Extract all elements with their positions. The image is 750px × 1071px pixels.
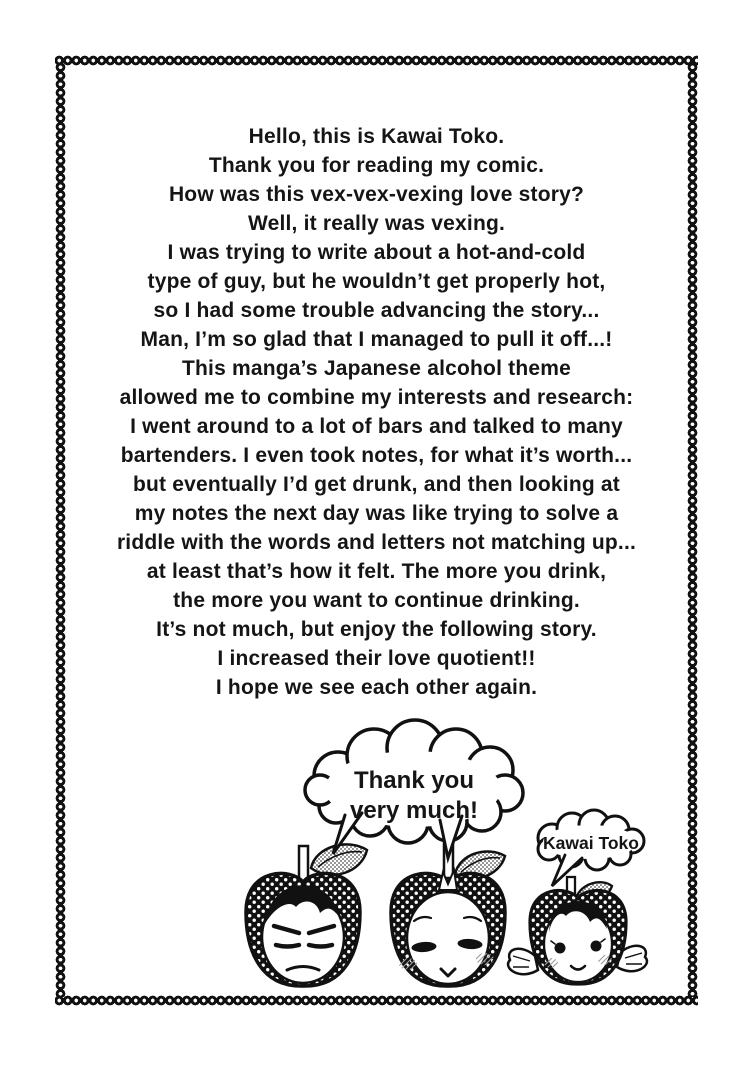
half-closed-eye <box>276 945 299 947</box>
speech-bubble-thanks <box>305 720 523 858</box>
half-closed-eye <box>309 945 332 947</box>
afterword-line: but eventually I’d get drunk, and then looking at <box>133 473 620 496</box>
apple-face <box>407 892 489 984</box>
afterword-line: allowed me to combine my interests and research: <box>119 386 634 409</box>
afterword-line: Well, it really was vexing. <box>247 212 506 235</box>
afterword-line: Thank you for reading my comic. <box>208 154 545 177</box>
afterword-line: I went around to a lot of bars and talked to many <box>130 415 623 438</box>
speech-bubble-author <box>538 810 644 886</box>
decorative-border-top <box>55 55 698 66</box>
girl-apple-icon <box>508 877 647 984</box>
afterword-line: This manga’s Japanese alcohol theme <box>181 357 572 380</box>
afterword-line: How was this vex-vex-vexing love story? <box>168 183 585 206</box>
blush-mark <box>476 953 494 965</box>
blush-mark <box>544 958 558 968</box>
bubble-text-author: Kawai Toko <box>543 833 639 853</box>
decorative-border-bottom <box>55 995 698 1006</box>
afterword-text <box>66 122 687 702</box>
decorative-border-left <box>55 63 66 997</box>
afterword-line: Hello, this is Kawai Toko. <box>248 125 505 148</box>
bubble-text-line2: very much! <box>349 797 479 824</box>
characters-illustration <box>220 715 690 995</box>
bubble-text-line1: Thank you <box>353 767 475 794</box>
afterword-line: Man, I’m so glad that I managed to pull it off...! <box>140 328 613 351</box>
blush-mark <box>598 955 612 965</box>
round-eye <box>591 941 602 952</box>
blush-mark <box>399 958 417 970</box>
afterword-line: It’s not much, but enjoy the following story. <box>156 618 597 641</box>
afterword-line: my notes the next day was like trying to solve a <box>134 502 619 525</box>
afterword-line: so I had some trouble advancing the story... <box>153 299 600 322</box>
afterword-line: the more you want to continue drinking. <box>173 589 580 612</box>
afterword-line: I was trying to write about a hot-and-cold <box>167 241 586 264</box>
afterword-line: type of guy, but he wouldn’t get properly hot, <box>147 270 606 293</box>
afterword-line: at least that’s how it felt. The more you drink, <box>146 560 607 583</box>
afterword-line: I increased their love quotient!! <box>217 647 536 670</box>
grumpy-apple-icon <box>246 844 367 986</box>
apple-leaf-icon <box>311 844 367 874</box>
round-eye <box>555 943 566 954</box>
afterword-line: bartenders. I even took notes, for what it’s worth... <box>120 444 633 467</box>
afterword-line: riddle with the words and letters not matching up... <box>116 531 637 554</box>
afterword-line: I hope we see each other again. <box>215 676 538 699</box>
